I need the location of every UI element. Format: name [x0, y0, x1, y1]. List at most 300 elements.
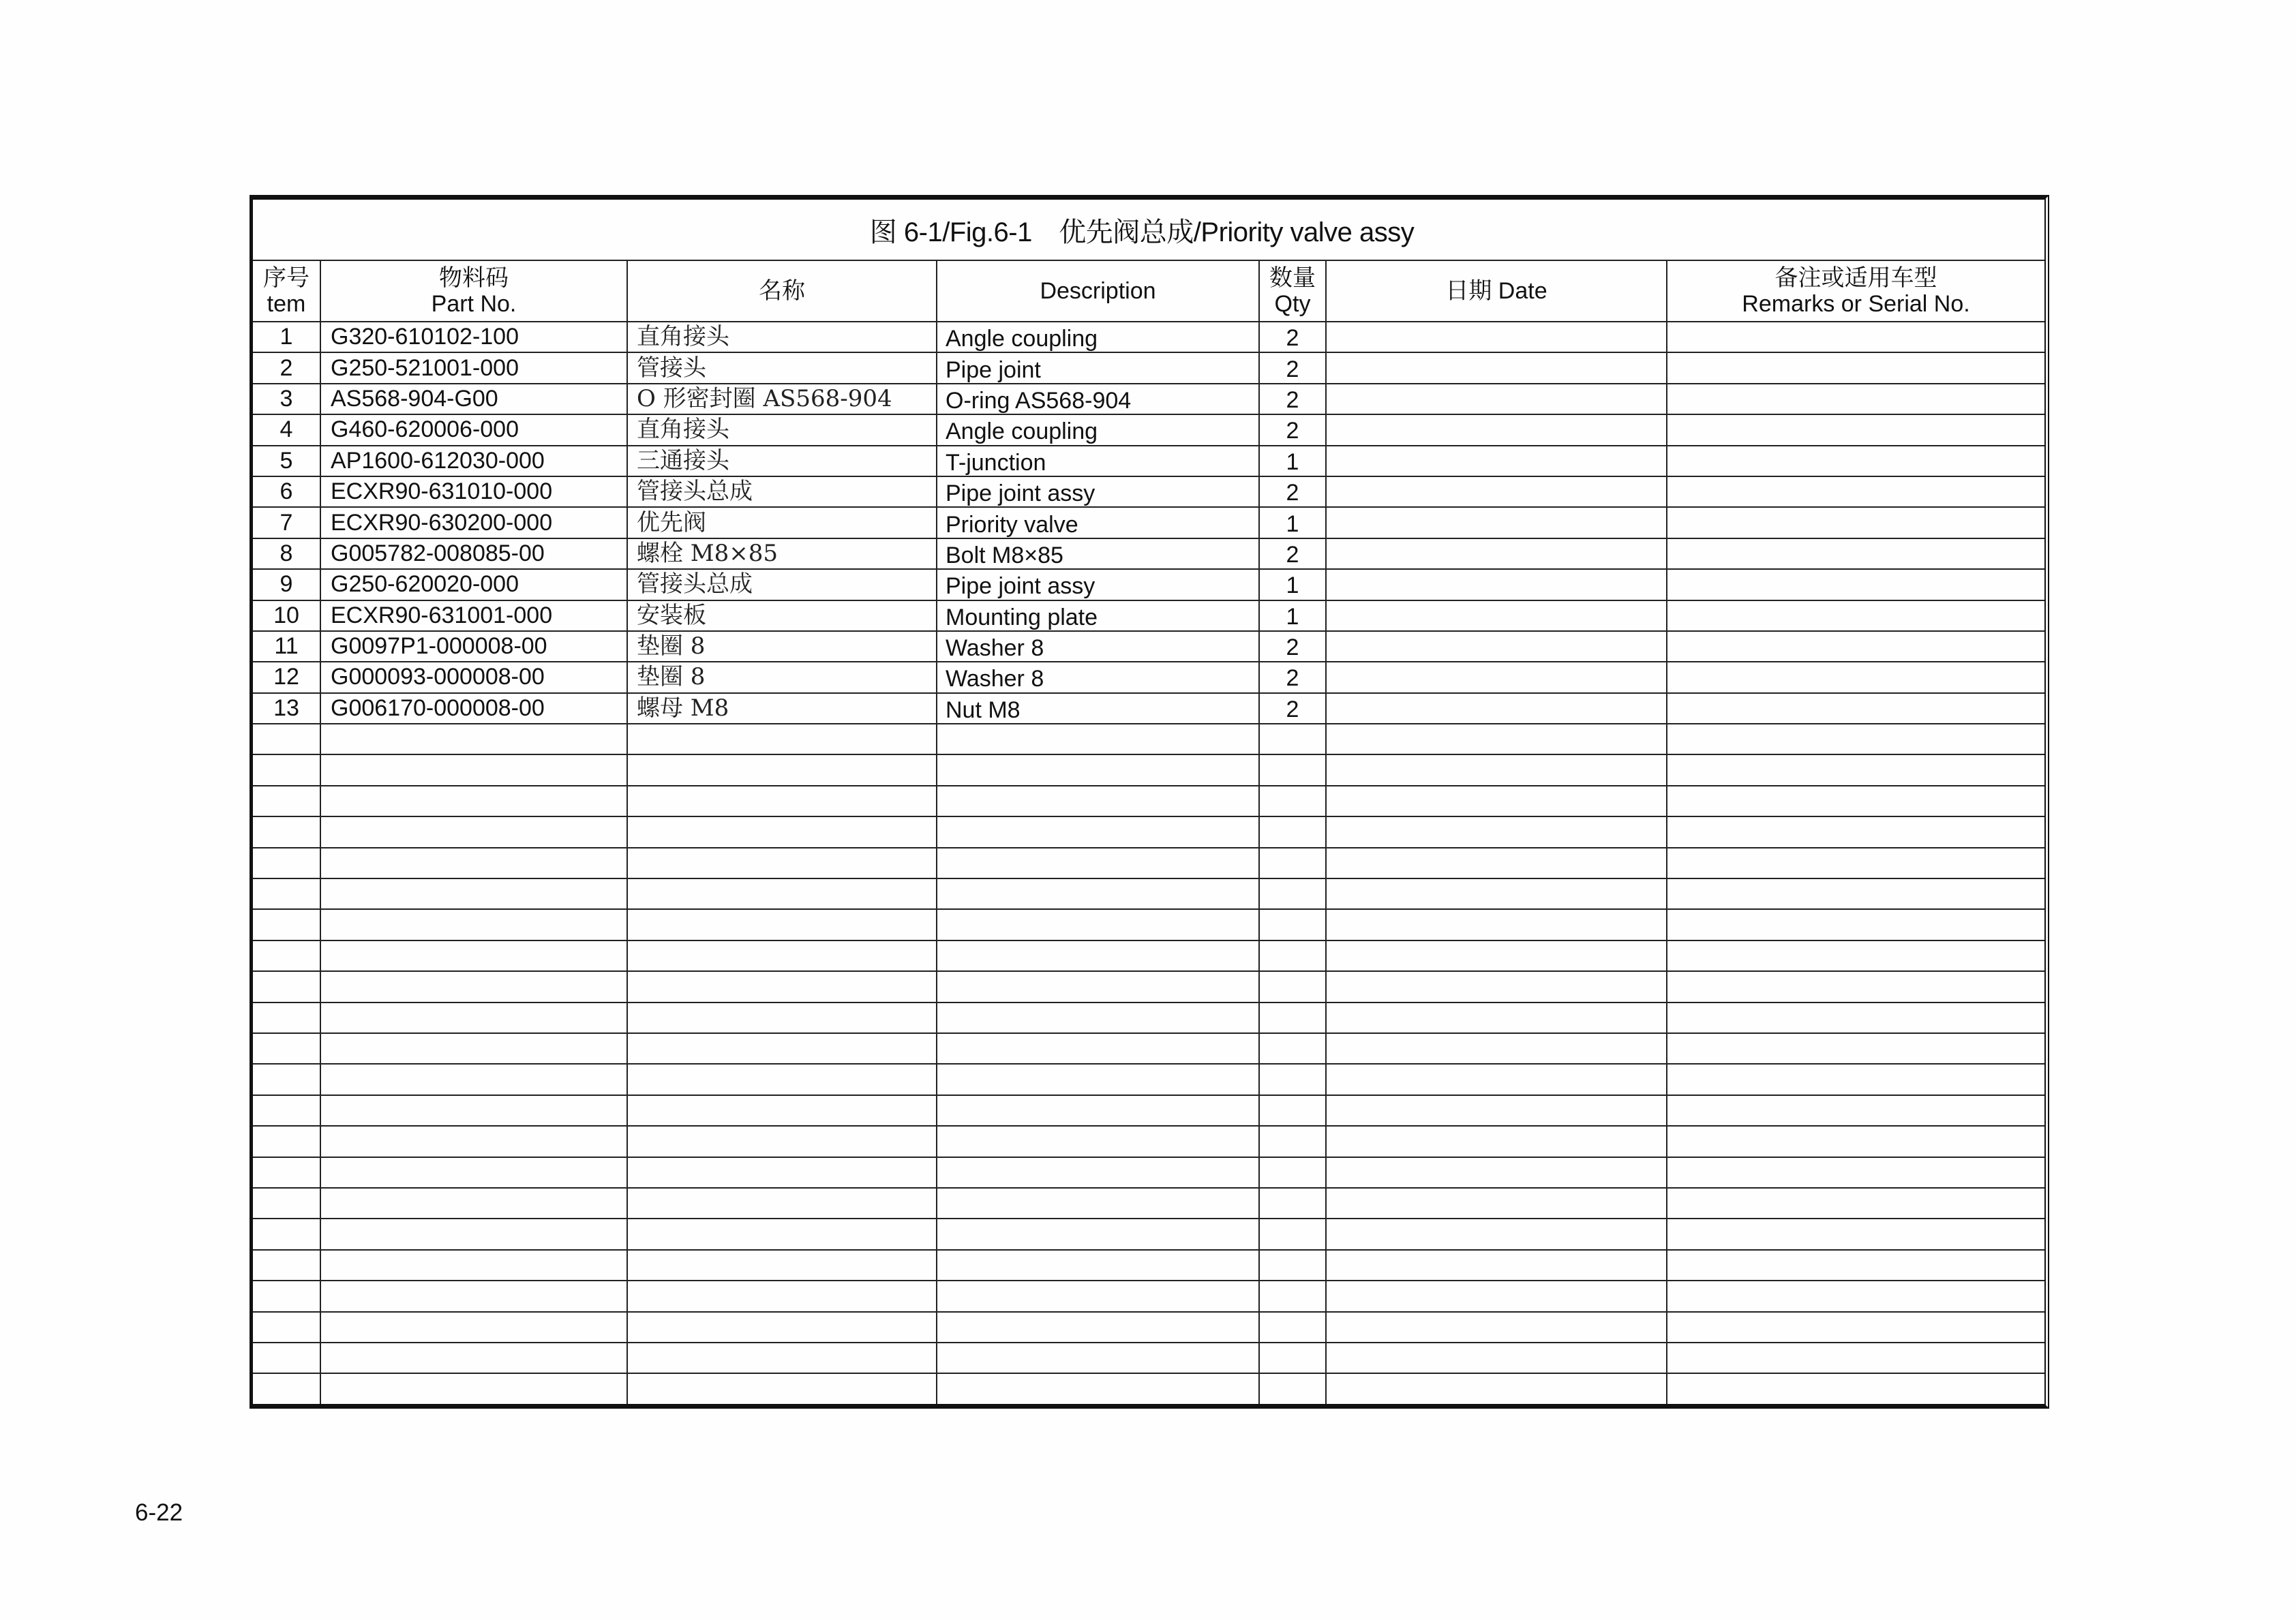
- date-cell: [1326, 1126, 1667, 1157]
- empty-table-row: [253, 1250, 2044, 1281]
- item-cell-text: 5: [280, 447, 293, 474]
- part-no-cell-text: G250-620020-000: [331, 571, 519, 598]
- qty-cell: [1259, 1281, 1326, 1311]
- qty-cell: [1259, 1250, 1326, 1281]
- qty-cell: [1259, 1095, 1326, 1126]
- item-cell-text: 8: [280, 540, 293, 566]
- table-row: [253, 693, 2044, 724]
- empty-table-row: [253, 848, 2044, 878]
- description-cell: [937, 507, 1259, 538]
- remarks-cell: [1667, 909, 2044, 940]
- part-no-cell: [320, 662, 627, 692]
- remarks-cell: [1667, 1343, 2044, 1373]
- qty-cell-text: 1: [1286, 448, 1299, 475]
- qty-cell: [1259, 476, 1326, 507]
- date-cell: [1326, 693, 1667, 724]
- part-no-cell-text: AS568-904-G00: [331, 385, 498, 412]
- qty-cell: [1259, 446, 1326, 476]
- description-cell-text: Angle coupling: [946, 418, 1098, 445]
- part-no-cell: [320, 569, 627, 600]
- qty-cell: [1259, 786, 1326, 816]
- empty-table-row: [253, 1126, 2044, 1157]
- name-cell: [627, 848, 937, 878]
- qty-cell: [1259, 1312, 1326, 1343]
- empty-table-row: [253, 1343, 2044, 1373]
- item-cell-text: 12: [273, 664, 299, 690]
- date-cell: [1326, 352, 1667, 383]
- qty-cell: [1259, 631, 1326, 662]
- parts-list-table-frame: [250, 195, 2049, 1409]
- item-cell: [253, 1033, 320, 1064]
- description-cell-text: Bolt M8×85: [946, 542, 1063, 568]
- item-cell: [253, 786, 320, 816]
- name-cell: [627, 724, 937, 754]
- name-cell: [627, 322, 937, 352]
- description-cell: [937, 1157, 1259, 1188]
- date-cell: [1326, 662, 1667, 692]
- name-cell-text: 管接头总成: [637, 478, 753, 506]
- header-qty: 数量 Qty: [1259, 260, 1326, 322]
- name-cell: [627, 631, 937, 662]
- name-cell: [627, 476, 937, 507]
- empty-table-row: [253, 1033, 2044, 1064]
- item-cell: [253, 971, 320, 1002]
- date-cell: [1326, 538, 1667, 569]
- item-cell: [253, 1064, 320, 1095]
- description-cell: [937, 1095, 1259, 1126]
- name-cell: [627, 786, 937, 816]
- item-cell: [253, 940, 320, 971]
- date-cell: [1326, 569, 1667, 600]
- description-cell: [937, 1250, 1259, 1281]
- table-row: [253, 538, 2044, 569]
- part-no-cell: [320, 1095, 627, 1126]
- empty-table-row: [253, 754, 2044, 785]
- part-no-cell: [320, 693, 627, 724]
- date-cell: [1326, 1312, 1667, 1343]
- name-cell: [627, 1188, 937, 1219]
- header-description: Description: [937, 260, 1259, 322]
- description-cell: [937, 1343, 1259, 1373]
- description-cell-text: O-ring AS568-904: [946, 387, 1132, 414]
- qty-cell: [1259, 878, 1326, 909]
- description-cell: [937, 569, 1259, 600]
- description-cell: [937, 940, 1259, 971]
- date-cell: [1326, 878, 1667, 909]
- remarks-cell: [1667, 1219, 2044, 1249]
- empty-table-row: [253, 816, 2044, 847]
- date-cell: [1326, 476, 1667, 507]
- date-cell: [1326, 1250, 1667, 1281]
- part-no-cell-text: G006170-000008-00: [331, 694, 545, 721]
- description-cell: [937, 1003, 1259, 1033]
- remarks-cell: [1667, 1033, 2044, 1064]
- description-cell-text: Pipe joint assy: [946, 480, 1096, 507]
- name-cell-text: 垫圈 8: [637, 663, 706, 691]
- date-cell: [1326, 786, 1667, 816]
- item-cell: [253, 414, 320, 445]
- item-cell: [253, 538, 320, 569]
- description-cell: [937, 786, 1259, 816]
- header-remarks: 备注或适用车型 Remarks or Serial No.: [1667, 260, 2044, 322]
- qty-cell: [1259, 848, 1326, 878]
- description-cell: [937, 848, 1259, 878]
- description-cell-text: Nut M8: [946, 697, 1021, 723]
- qty-cell-text: 2: [1286, 418, 1299, 444]
- description-cell: [937, 631, 1259, 662]
- description-cell: [937, 971, 1259, 1002]
- qty-cell: [1259, 384, 1326, 414]
- empty-table-row: [253, 1157, 2044, 1188]
- name-cell-text: 安装板: [637, 601, 706, 629]
- name-cell: [627, 507, 937, 538]
- remarks-cell: [1667, 446, 2044, 476]
- remarks-cell: [1667, 878, 2044, 909]
- qty-cell: [1259, 816, 1326, 847]
- name-cell: [627, 693, 937, 724]
- qty-cell-text: 2: [1286, 696, 1299, 722]
- part-no-cell: [320, 1003, 627, 1033]
- name-cell: [627, 816, 937, 847]
- remarks-cell: [1667, 538, 2044, 569]
- date-cell: [1326, 1343, 1667, 1373]
- description-cell: [937, 600, 1259, 631]
- remarks-cell: [1667, 322, 2044, 352]
- part-no-cell: [320, 940, 627, 971]
- name-cell: [627, 384, 937, 414]
- remarks-cell: [1667, 569, 2044, 600]
- part-no-cell: [320, 878, 627, 909]
- empty-table-row: [253, 940, 2044, 971]
- part-no-cell: [320, 1312, 627, 1343]
- figure-title-cell: [253, 200, 2044, 260]
- qty-cell: [1259, 1033, 1326, 1064]
- part-no-cell: [320, 446, 627, 476]
- item-cell: [253, 1219, 320, 1249]
- table-row: [253, 662, 2044, 692]
- table-row: [253, 384, 2044, 414]
- item-cell-text: 7: [280, 509, 293, 536]
- description-cell: [937, 1033, 1259, 1064]
- item-cell: [253, 476, 320, 507]
- name-cell: [627, 1095, 937, 1126]
- remarks-cell: [1667, 786, 2044, 816]
- name-cell: [627, 538, 937, 569]
- qty-cell: [1259, 1219, 1326, 1249]
- item-cell-text: 13: [273, 694, 299, 721]
- qty-cell: [1259, 1343, 1326, 1373]
- remarks-cell: [1667, 816, 2044, 847]
- date-cell: [1326, 816, 1667, 847]
- description-cell: [937, 662, 1259, 692]
- part-no-cell-text: G250-521001-000: [331, 354, 519, 381]
- figure-title-row: [253, 200, 2044, 260]
- name-cell: [627, 971, 937, 1002]
- description-cell: [937, 446, 1259, 476]
- part-no-cell: [320, 384, 627, 414]
- remarks-cell: [1667, 1126, 2044, 1157]
- qty-cell: [1259, 724, 1326, 754]
- name-cell: [627, 1343, 937, 1373]
- qty-cell: [1259, 1126, 1326, 1157]
- description-cell: [937, 352, 1259, 383]
- description-cell-text: T-junction: [946, 449, 1046, 476]
- part-no-cell-text: G320-610102-100: [331, 324, 519, 350]
- date-cell: [1326, 909, 1667, 940]
- part-no-cell: [320, 1157, 627, 1188]
- item-cell: [253, 909, 320, 940]
- name-cell-text: O 形密封圈 AS568-904: [637, 384, 892, 412]
- item-cell: [253, 1157, 320, 1188]
- table-row: [253, 507, 2044, 538]
- item-cell: [253, 446, 320, 476]
- table-row: [253, 569, 2044, 600]
- item-cell: [253, 1281, 320, 1311]
- table-row: [253, 476, 2044, 507]
- item-cell-text: 1: [280, 324, 293, 350]
- remarks-cell: [1667, 384, 2044, 414]
- item-cell: [253, 1373, 320, 1403]
- part-no-cell-text: G005782-008085-00: [331, 540, 545, 566]
- remarks-cell: [1667, 631, 2044, 662]
- part-no-cell-text: G000093-000008-00: [331, 664, 545, 690]
- qty-cell-text: 2: [1286, 541, 1299, 568]
- name-cell: [627, 1157, 937, 1188]
- remarks-cell: [1667, 662, 2044, 692]
- item-cell: [253, 1126, 320, 1157]
- item-cell: [253, 384, 320, 414]
- date-cell: [1326, 940, 1667, 971]
- name-cell: [627, 1033, 937, 1064]
- description-cell: [937, 322, 1259, 352]
- qty-cell: [1259, 322, 1326, 352]
- remarks-cell: [1667, 414, 2044, 445]
- remarks-cell: [1667, 352, 2044, 383]
- part-no-cell: [320, 414, 627, 445]
- qty-cell: [1259, 507, 1326, 538]
- date-cell: [1326, 971, 1667, 1002]
- name-cell-text: 管接头: [637, 354, 706, 382]
- name-cell: [627, 1281, 937, 1311]
- date-cell: [1326, 1003, 1667, 1033]
- table-row: [253, 446, 2044, 476]
- description-cell: [937, 1312, 1259, 1343]
- qty-cell: [1259, 971, 1326, 1002]
- description-cell-text: Priority valve: [946, 511, 1078, 538]
- description-cell: [937, 414, 1259, 445]
- empty-table-row: [253, 724, 2044, 754]
- header-part-no: 物料码 Part No.: [320, 260, 627, 322]
- empty-table-row: [253, 1373, 2044, 1403]
- item-cell: [253, 878, 320, 909]
- name-cell: [627, 878, 937, 909]
- name-cell: [627, 754, 937, 785]
- remarks-cell: [1667, 1250, 2044, 1281]
- item-cell: [253, 322, 320, 352]
- qty-cell: [1259, 662, 1326, 692]
- date-cell: [1326, 724, 1667, 754]
- qty-cell: [1259, 1064, 1326, 1095]
- name-cell-text: 螺栓 M8×85: [637, 539, 779, 567]
- empty-table-row: [253, 1219, 2044, 1249]
- empty-table-row: [253, 786, 2044, 816]
- remarks-cell: [1667, 754, 2044, 785]
- remarks-cell: [1667, 1188, 2044, 1219]
- part-no-cell: [320, 476, 627, 507]
- description-cell: [937, 384, 1259, 414]
- remarks-cell: [1667, 724, 2044, 754]
- part-no-cell: [320, 724, 627, 754]
- description-cell-text: Mounting plate: [946, 604, 1098, 630]
- qty-cell-text: 2: [1286, 480, 1299, 506]
- item-cell: [253, 600, 320, 631]
- part-no-cell-text: ECXR90-631010-000: [331, 478, 553, 505]
- description-cell: [937, 878, 1259, 909]
- item-cell: [253, 1312, 320, 1343]
- part-no-cell: [320, 1343, 627, 1373]
- item-cell: [253, 662, 320, 692]
- date-cell: [1326, 1157, 1667, 1188]
- description-cell-text: Pipe joint assy: [946, 573, 1096, 600]
- date-cell: [1326, 507, 1667, 538]
- part-no-cell: [320, 909, 627, 940]
- name-cell: [627, 414, 937, 445]
- empty-table-row: [253, 1064, 2044, 1095]
- table-row: [253, 322, 2044, 352]
- date-cell: [1326, 1188, 1667, 1219]
- name-cell-text: 三通接头: [637, 446, 729, 474]
- remarks-cell: [1667, 1281, 2044, 1311]
- description-cell: [937, 1064, 1259, 1095]
- item-cell-text: 4: [280, 416, 293, 443]
- item-cell: [253, 724, 320, 754]
- name-cell: [627, 1312, 937, 1343]
- part-no-cell: [320, 1373, 627, 1403]
- parts-list-table: [253, 200, 2044, 1404]
- qty-cell-text: 1: [1286, 603, 1299, 630]
- item-cell: [253, 631, 320, 662]
- description-cell: [937, 816, 1259, 847]
- empty-table-row: [253, 878, 2044, 909]
- remarks-cell: [1667, 848, 2044, 878]
- part-no-cell: [320, 754, 627, 785]
- date-cell: [1326, 1219, 1667, 1249]
- empty-table-row: [253, 1095, 2044, 1126]
- qty-cell: [1259, 414, 1326, 445]
- remarks-cell: [1667, 1064, 2044, 1095]
- name-cell: [627, 1064, 937, 1095]
- column-header-row: [253, 260, 2044, 322]
- date-cell: [1326, 1064, 1667, 1095]
- qty-cell: [1259, 940, 1326, 971]
- qty-cell-text: 1: [1286, 572, 1299, 599]
- qty-cell: [1259, 600, 1326, 631]
- empty-table-row: [253, 1281, 2044, 1311]
- item-cell: [253, 693, 320, 724]
- part-no-cell-text: G0097P1-000008-00: [331, 633, 547, 660]
- qty-cell-text: 2: [1286, 325, 1299, 352]
- date-cell: [1326, 631, 1667, 662]
- date-cell: [1326, 322, 1667, 352]
- name-cell: [627, 1219, 937, 1249]
- header-date: 日期 Date: [1326, 260, 1667, 322]
- name-cell: [627, 1126, 937, 1157]
- qty-cell: [1259, 693, 1326, 724]
- part-no-cell: [320, 600, 627, 631]
- qty-cell-text: 2: [1286, 386, 1299, 413]
- empty-table-row: [253, 1312, 2044, 1343]
- description-cell: [937, 909, 1259, 940]
- description-cell: [937, 476, 1259, 507]
- remarks-cell: [1667, 1157, 2044, 1188]
- name-cell: [627, 600, 937, 631]
- remarks-cell: [1667, 600, 2044, 631]
- item-cell: [253, 816, 320, 847]
- part-no-cell: [320, 816, 627, 847]
- part-no-cell: [320, 631, 627, 662]
- header-name: 名称: [627, 260, 937, 322]
- date-cell: [1326, 384, 1667, 414]
- description-cell: [937, 1281, 1259, 1311]
- part-no-cell: [320, 1126, 627, 1157]
- name-cell: [627, 909, 937, 940]
- description-cell: [937, 538, 1259, 569]
- remarks-cell: [1667, 507, 2044, 538]
- item-cell: [253, 848, 320, 878]
- name-cell-text: 垫圈 8: [637, 632, 706, 660]
- header-item: 序号 tem: [253, 260, 320, 322]
- name-cell: [627, 662, 937, 692]
- part-no-cell: [320, 1250, 627, 1281]
- part-no-cell: [320, 538, 627, 569]
- date-cell: [1326, 1095, 1667, 1126]
- page-number: 6-22: [135, 1499, 183, 1526]
- name-cell: [627, 1250, 937, 1281]
- part-no-cell: [320, 507, 627, 538]
- part-no-cell-text: G460-620006-000: [331, 416, 519, 443]
- name-cell: [627, 940, 937, 971]
- qty-cell-text: 1: [1286, 510, 1299, 537]
- item-cell: [253, 1343, 320, 1373]
- part-no-cell: [320, 971, 627, 1002]
- name-cell-text: 管接头总成: [637, 570, 753, 598]
- name-cell: [627, 446, 937, 476]
- name-cell-text: 优先阀: [637, 508, 706, 536]
- description-cell: [937, 693, 1259, 724]
- empty-table-row: [253, 1188, 2044, 1219]
- description-cell-text: Washer 8: [946, 666, 1044, 692]
- name-cell: [627, 569, 937, 600]
- figure-title: 图 6-1/Fig.6-1 优先阀总成/Priority valve assy: [869, 217, 1415, 247]
- qty-cell: [1259, 1003, 1326, 1033]
- qty-cell: [1259, 1188, 1326, 1219]
- description-cell-text: Angle coupling: [946, 326, 1098, 352]
- date-cell: [1326, 1373, 1667, 1403]
- table-row: [253, 414, 2044, 445]
- date-cell: [1326, 414, 1667, 445]
- part-no-cell: [320, 848, 627, 878]
- item-cell-text: 3: [280, 385, 293, 412]
- item-cell: [253, 1095, 320, 1126]
- part-no-cell: [320, 1064, 627, 1095]
- description-cell: [937, 724, 1259, 754]
- part-no-cell: [320, 322, 627, 352]
- remarks-cell: [1667, 1003, 2044, 1033]
- remarks-cell: [1667, 693, 2044, 724]
- empty-table-row: [253, 1003, 2044, 1033]
- name-cell-text: 直角接头: [637, 416, 729, 444]
- table-row: [253, 631, 2044, 662]
